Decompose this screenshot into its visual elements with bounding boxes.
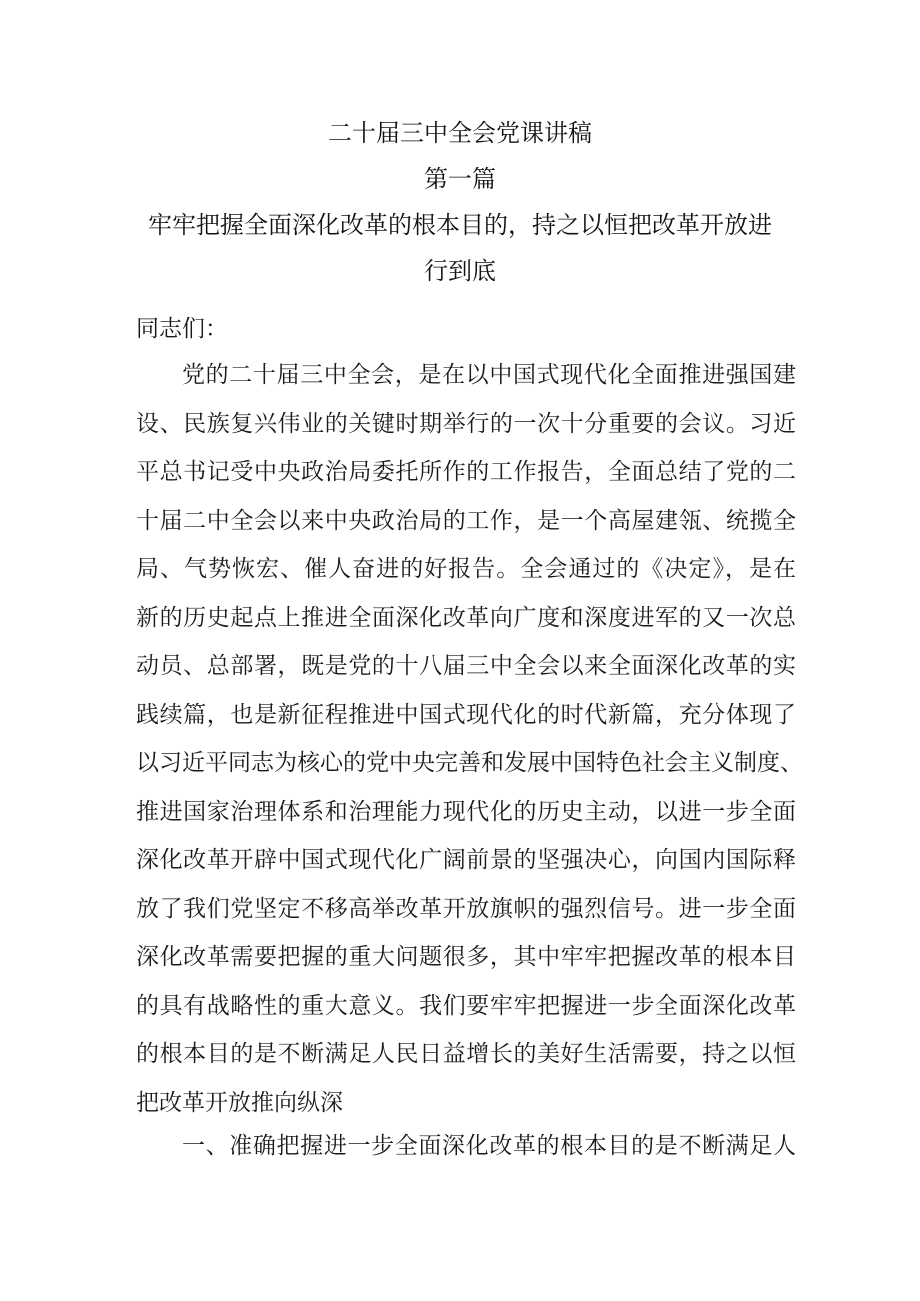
paragraph-line: 设、民族复兴伟业的关键时期举行的一次十分重要的会议。习近	[136, 410, 796, 437]
paragraph-line: 动员、总部署，既是党的十八届三中全会以来全面深化改革的实	[136, 653, 796, 679]
document-title: 二十届三中全会党课讲稿	[328, 119, 592, 147]
title-block	[120, 110, 800, 294]
paragraph-line: 十届二中全会以来中央政治局的工作，是一个高屋建瓴、统揽全	[136, 507, 796, 534]
article-heading-line-2: 行到底	[424, 257, 496, 285]
section-1-heading: 一、准确把握进一步全面深化改革的根本目的是不断满足人	[182, 1133, 796, 1159]
paragraph-line: 以习近平同志为核心的党中央完善和发展中国特色社会主义制度、	[136, 750, 803, 776]
paragraph-1	[136, 351, 803, 1127]
paragraph-line: 新的历史起点上推进全面深化改革向广度和深度进军的又一次总	[136, 604, 796, 631]
paragraph-line: 党的二十届三中全会，是在以中国式现代化全面推进强国建	[182, 362, 796, 388]
article-heading-line-1: 牢牢把握全面深化改革的根本目的，持之以恒把改革开放进	[148, 211, 772, 239]
salutation: 同志们：	[136, 316, 228, 342]
paragraph-line: 平总书记受中央政治局委托所作的工作报告，全面总结了党的二	[136, 459, 796, 485]
paragraph-line: 深化改革需要把握的重大问题很多，其中牢牢把握改革的根本目	[136, 944, 796, 970]
paragraph-line: 放了我们党坚定不移高举改革开放旗帜的强烈信号。进一步全面	[136, 895, 796, 922]
paragraph-line: 局、气势恢宏、催人奋进的好报告。全会通过的《决定》，是在	[136, 556, 796, 582]
document-subtitle: 第一篇	[424, 165, 496, 193]
paragraph-line: 把改革开放推向纵深	[136, 1089, 343, 1116]
paragraph-line: 的具有战略性的重大意义。我们要牢牢把握进一步全面深化改革	[136, 992, 796, 1019]
paragraph-line: 推进国家治理体系和治理能力现代化的历史主动，以进一步全面	[136, 798, 796, 825]
paragraph-line: 践续篇，也是新征程推进中国式现代化的时代新篇，充分体现了	[136, 701, 796, 728]
paragraph-line: 深化改革开辟中国式现代化广阔前景的坚强决心，向国内国际释	[136, 847, 796, 873]
paragraph-line: 的根本目的是不断满足人民日益增长的美好生活需要，持之以恒	[136, 1041, 796, 1067]
